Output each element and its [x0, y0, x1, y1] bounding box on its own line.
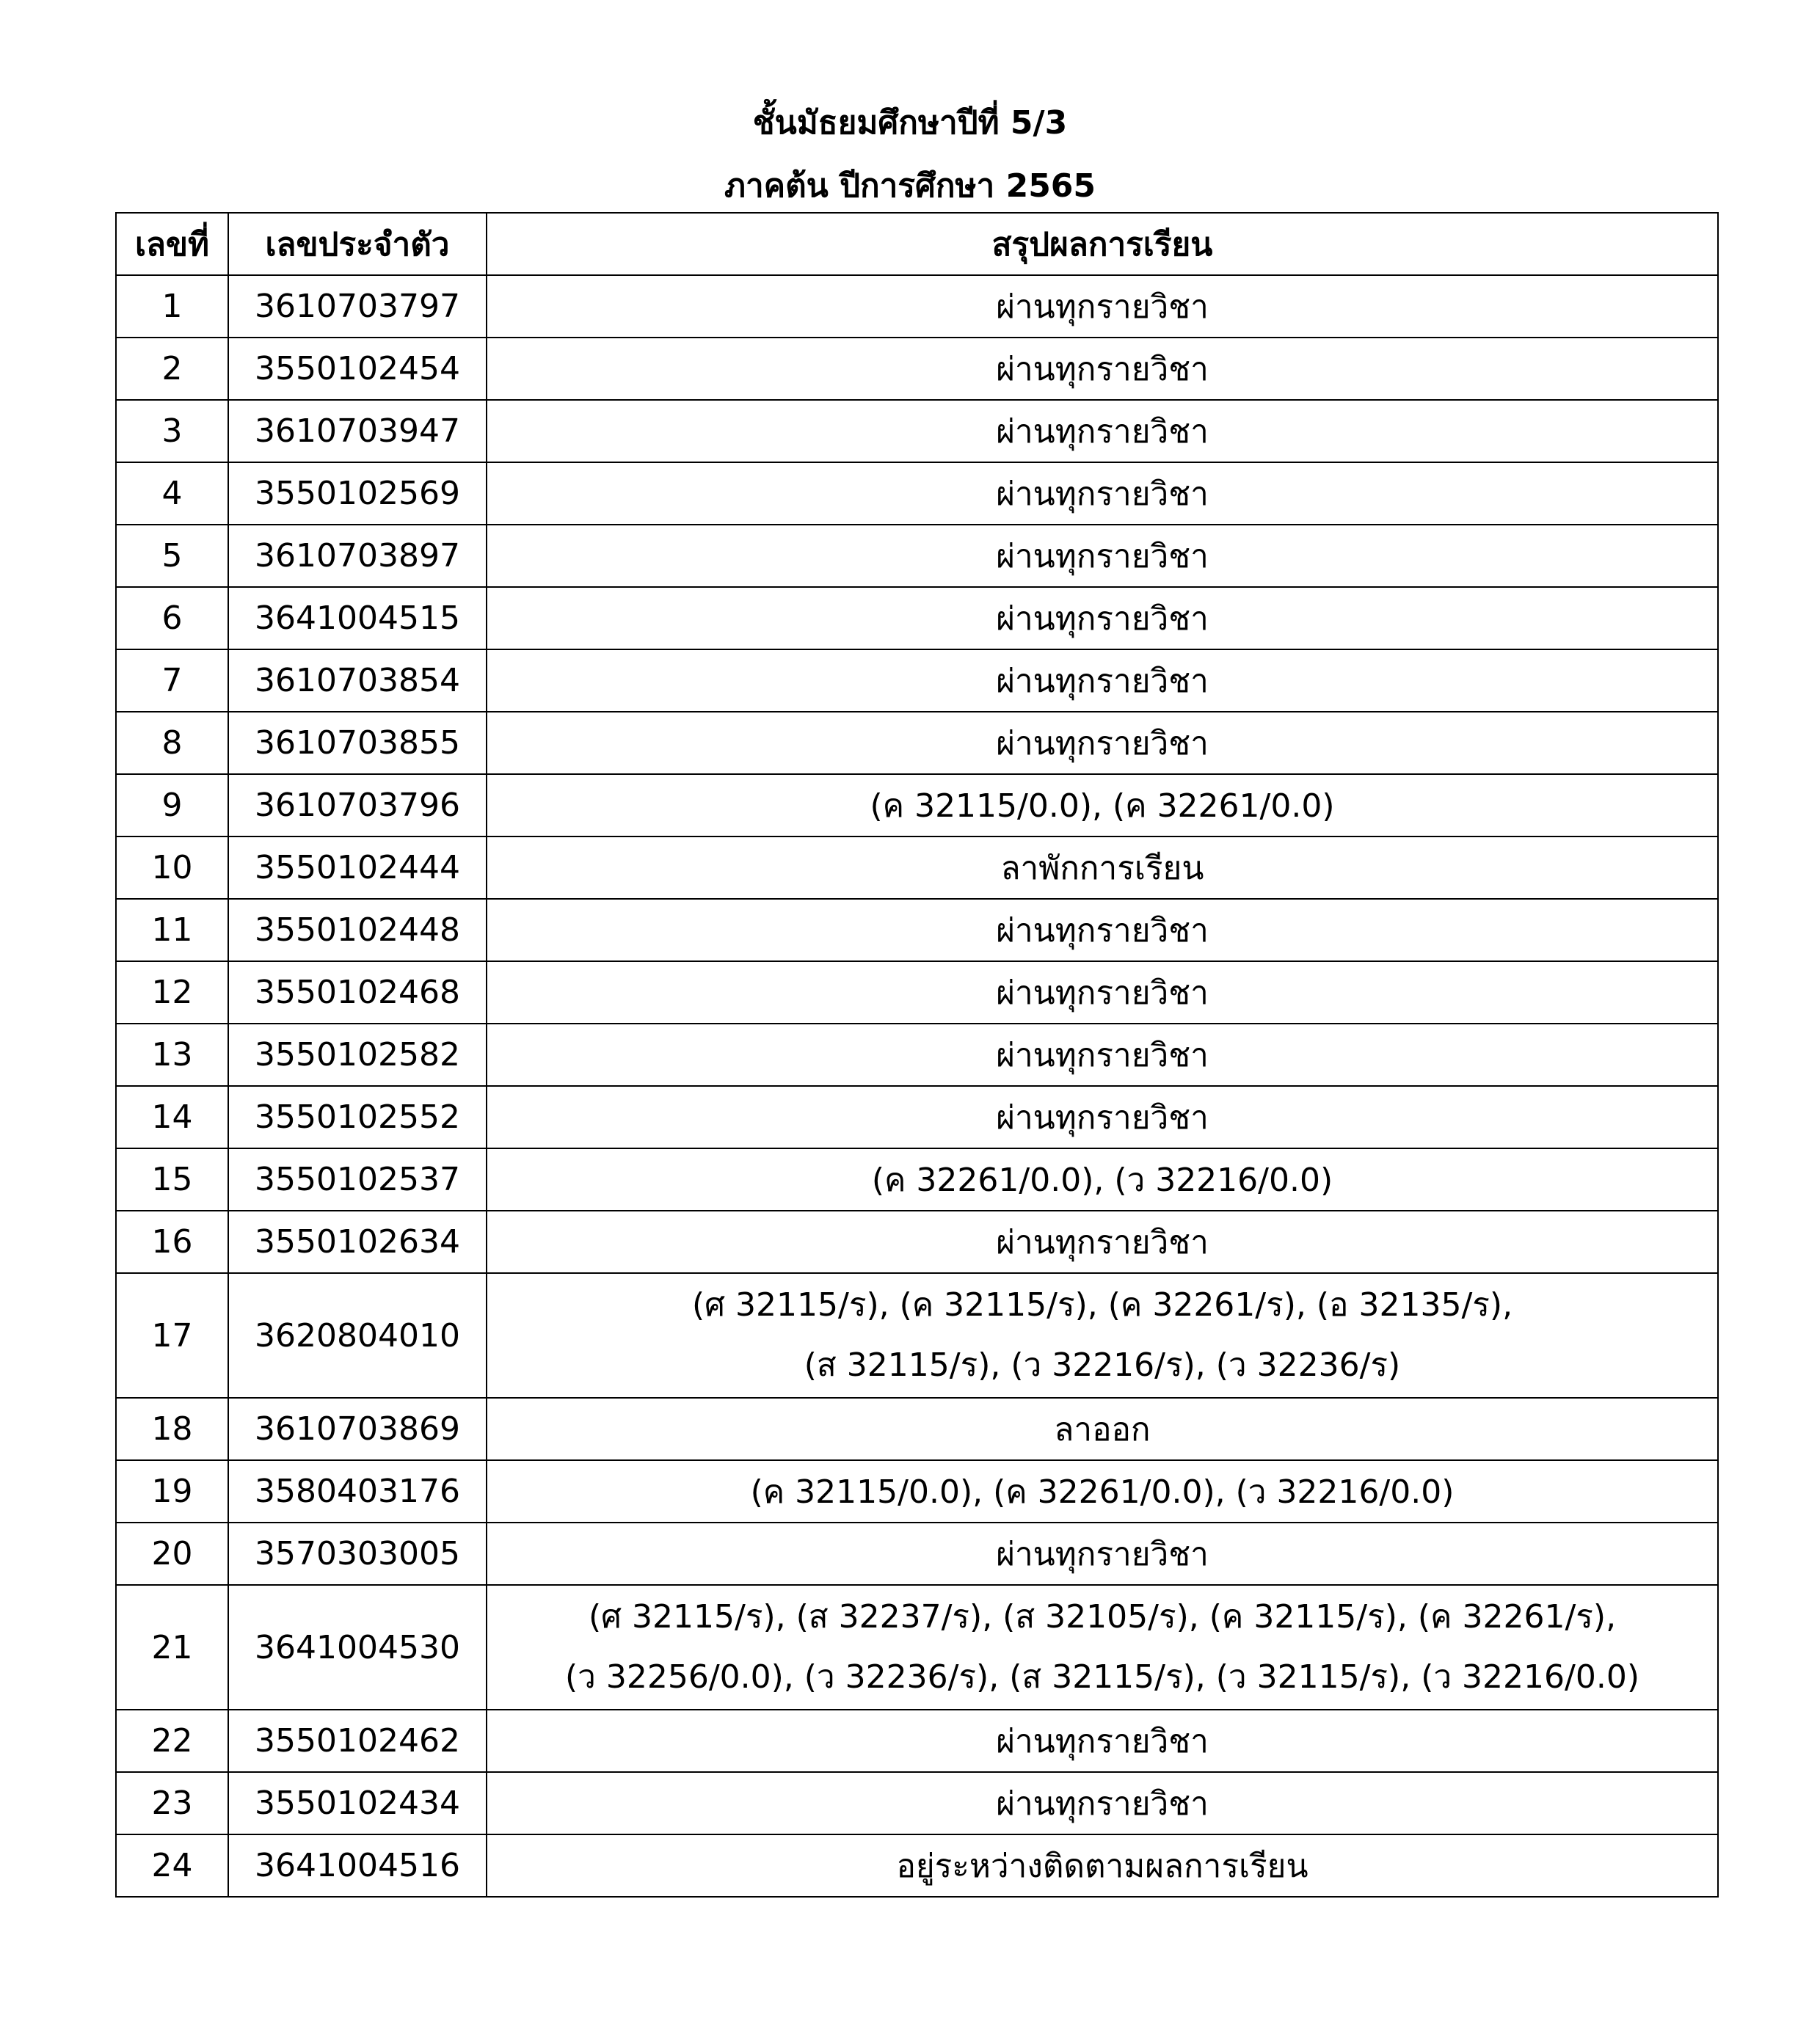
row-number: 4	[116, 462, 228, 525]
result-summary	[487, 961, 1718, 1024]
result-line: ผ่านทุกรายวิชา	[996, 350, 1209, 388]
result-line: ผ่านทุกรายวิชา	[996, 537, 1209, 575]
result-summary	[487, 649, 1718, 712]
header-student-id: เลขประจำตัว	[228, 213, 487, 275]
table-row	[116, 525, 1718, 587]
student-id: 3550102552	[228, 1086, 487, 1148]
result-summary	[487, 1148, 1718, 1211]
result-line: (ส 32115/ร), (ว 32216/ร), (ว 32236/ร)	[804, 1346, 1401, 1384]
student-id: 3610703947	[228, 400, 487, 462]
student-id: 3550102537	[228, 1148, 487, 1211]
table-body	[116, 275, 1718, 1897]
student-id: 3570303005	[228, 1523, 487, 1585]
table-header	[116, 213, 1718, 275]
result-line: (ค 32261/0.0), (ว 32216/0.0)	[871, 1161, 1333, 1199]
table-row	[116, 1398, 1718, 1460]
student-id: 3610703796	[228, 774, 487, 836]
student-id: 3550102462	[228, 1710, 487, 1772]
row-number: 7	[116, 649, 228, 712]
header-row	[116, 213, 1718, 275]
table-row	[116, 1086, 1718, 1148]
row-number: 11	[116, 899, 228, 961]
result-summary	[487, 1710, 1718, 1772]
page-subtitle: ภาคต้น ปีการศึกษา 2565	[724, 167, 1096, 205]
student-id: 3641004516	[228, 1834, 487, 1897]
student-id: 3550102444	[228, 836, 487, 899]
result-line: ผ่านทุกรายวิชา	[996, 974, 1209, 1012]
table-row	[116, 1710, 1718, 1772]
result-summary	[487, 836, 1718, 899]
result-summary	[487, 1523, 1718, 1585]
table-row	[116, 836, 1718, 899]
table-row	[116, 338, 1718, 400]
table-row	[116, 462, 1718, 525]
result-line: ผ่านทุกรายวิชา	[996, 599, 1209, 638]
document-header	[0, 92, 1820, 218]
result-line: ผ่านทุกรายวิชา	[996, 911, 1209, 949]
table-row	[116, 961, 1718, 1024]
table-row	[116, 1460, 1718, 1523]
student-id: 3641004530	[228, 1585, 487, 1710]
header-number: เลขที่	[116, 213, 228, 275]
table-row	[116, 1148, 1718, 1211]
page-title: ชั้นมัธยมศึกษาปีที่ 5/3	[752, 104, 1068, 142]
row-number: 17	[116, 1273, 228, 1398]
result-line: (ว 32256/0.0), (ว 32236/ร), (ส 32115/ร), (ว 32115/ร), (ว 32216/0.0)	[565, 1658, 1639, 1696]
row-number: 14	[116, 1086, 228, 1148]
student-id: 3641004515	[228, 587, 487, 649]
student-id: 3610703855	[228, 712, 487, 774]
header-result-summary: สรุปผลการเรียน	[487, 213, 1718, 275]
result-summary	[487, 774, 1718, 836]
results-table	[115, 212, 1719, 1898]
result-summary	[487, 899, 1718, 961]
table-row	[116, 1834, 1718, 1897]
result-line: ผ่านทุกรายวิชา	[996, 412, 1209, 451]
table-row	[116, 712, 1718, 774]
row-number: 21	[116, 1585, 228, 1710]
table-row	[116, 275, 1718, 338]
student-id: 3610703869	[228, 1398, 487, 1460]
row-number: 9	[116, 774, 228, 836]
row-number: 3	[116, 400, 228, 462]
table-row	[116, 1211, 1718, 1273]
row-number: 12	[116, 961, 228, 1024]
student-id: 3610703797	[228, 275, 487, 338]
result-line: ผ่านทุกรายวิชา	[996, 724, 1209, 762]
table-row	[116, 1024, 1718, 1086]
result-line: ผ่านทุกรายวิชา	[996, 1785, 1209, 1823]
result-line: อยู่ระหว่างติดตามผลการเรียน	[896, 1847, 1308, 1885]
result-line: ลาออก	[1054, 1410, 1151, 1448]
row-number: 20	[116, 1523, 228, 1585]
student-id: 3550102448	[228, 899, 487, 961]
result-summary	[487, 275, 1718, 338]
student-id: 3610703854	[228, 649, 487, 712]
student-id: 3550102468	[228, 961, 487, 1024]
result-line: ลาพักการเรียน	[1000, 849, 1204, 887]
table-row	[116, 1523, 1718, 1585]
result-line: ผ่านทุกรายวิชา	[996, 1036, 1209, 1074]
result-summary	[487, 1086, 1718, 1148]
table-row	[116, 774, 1718, 836]
result-line: ผ่านทุกรายวิชา	[996, 1223, 1209, 1261]
result-summary	[487, 1585, 1718, 1710]
table-row	[116, 899, 1718, 961]
result-line: (ศ 32115/ร), (ค 32115/ร), (ค 32261/ร), (อ 32135/ร),	[691, 1286, 1513, 1324]
result-line: ผ่านทุกรายวิชา	[996, 1722, 1209, 1760]
student-id: 3580403176	[228, 1460, 487, 1523]
row-number: 18	[116, 1398, 228, 1460]
row-number: 10	[116, 836, 228, 899]
student-id: 3550102454	[228, 338, 487, 400]
row-number: 16	[116, 1211, 228, 1273]
result-line: ผ่านทุกรายวิชา	[996, 288, 1209, 326]
result-summary	[487, 712, 1718, 774]
result-line: (ศ 32115/ร), (ส 32237/ร), (ส 32105/ร), (ค 32115/ร), (ค 32261/ร),	[588, 1598, 1617, 1636]
table-row	[116, 1273, 1718, 1398]
row-number: 19	[116, 1460, 228, 1523]
result-summary	[487, 1460, 1718, 1523]
student-id: 3550102434	[228, 1772, 487, 1834]
result-line: ผ่านทุกรายวิชา	[996, 1535, 1209, 1573]
student-id: 3550102634	[228, 1211, 487, 1273]
student-id: 3610703897	[228, 525, 487, 587]
result-summary	[487, 400, 1718, 462]
result-summary	[487, 1398, 1718, 1460]
result-summary	[487, 1273, 1718, 1398]
table-row	[116, 1772, 1718, 1834]
result-summary	[487, 587, 1718, 649]
result-summary	[487, 1024, 1718, 1086]
table-row	[116, 587, 1718, 649]
student-id: 3550102569	[228, 462, 487, 525]
result-summary	[487, 338, 1718, 400]
result-line: ผ่านทุกรายวิชา	[996, 662, 1209, 700]
result-summary	[487, 1211, 1718, 1273]
table-row	[116, 1585, 1718, 1710]
row-number: 23	[116, 1772, 228, 1834]
table-row	[116, 649, 1718, 712]
row-number: 22	[116, 1710, 228, 1772]
result-summary	[487, 1834, 1718, 1897]
row-number: 24	[116, 1834, 228, 1897]
student-id: 3620804010	[228, 1273, 487, 1398]
result-summary	[487, 525, 1718, 587]
row-number: 13	[116, 1024, 228, 1086]
row-number: 2	[116, 338, 228, 400]
row-number: 5	[116, 525, 228, 587]
row-number: 1	[116, 275, 228, 338]
result-line: (ค 32115/0.0), (ค 32261/0.0)	[870, 787, 1335, 825]
row-number: 6	[116, 587, 228, 649]
student-id: 3550102582	[228, 1024, 487, 1086]
row-number: 15	[116, 1148, 228, 1211]
table-row	[116, 400, 1718, 462]
row-number: 8	[116, 712, 228, 774]
result-line: ผ่านทุกรายวิชา	[996, 1098, 1209, 1137]
result-summary	[487, 462, 1718, 525]
result-line: (ค 32115/0.0), (ค 32261/0.0), (ว 32216/0.0)	[750, 1473, 1455, 1511]
result-summary	[487, 1772, 1718, 1834]
result-line: ผ่านทุกรายวิชา	[996, 475, 1209, 513]
